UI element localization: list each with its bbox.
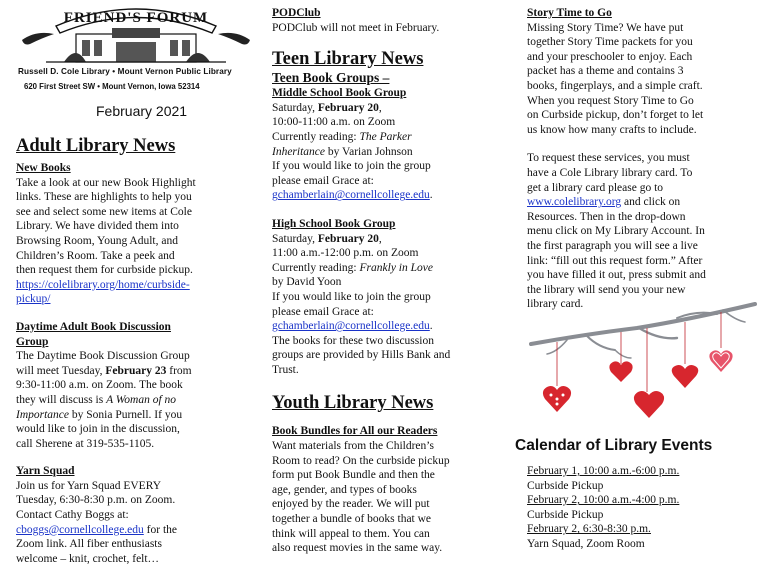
yarn-line: cboggs@cornellcollege.edu for the	[16, 523, 177, 536]
new-books-line: then request them for curbside pickup.	[16, 264, 193, 277]
event-name: Yarn Squad, Zoom Room	[527, 537, 645, 550]
request-line: you have filled it out, press submit and	[527, 269, 706, 282]
daytime-line: they will discuss is A Woman of no	[16, 393, 177, 406]
teen-groups-title: Teen Book Groups –	[272, 70, 390, 86]
yarn-line: Join us for Yarn Squad EVERY	[16, 479, 162, 492]
bundles-line: Want materials from the Children’s	[272, 440, 434, 453]
issue-date: February 2021	[96, 103, 188, 119]
high-line: by David Yoon	[272, 276, 342, 289]
story-line: and your preschooler to enjoy. Each	[527, 50, 693, 63]
request-line: menu click on My Library Account. In	[527, 225, 705, 238]
request-line: the first paragraph you will see a live	[527, 239, 698, 252]
story-line: us know how many crafts to include.	[527, 123, 697, 136]
new-books-line: Library. We have divided them into	[16, 220, 179, 233]
yarn-line: Contact Cathy Boggs at:	[16, 509, 129, 522]
curbside-link-cont[interactable]: pickup/	[16, 293, 51, 306]
story-line: When you request Story Time to Go	[527, 94, 694, 107]
section-title-teen: Teen Library News	[272, 49, 424, 70]
yarn-line: welcome – knit, crochet, felt…	[16, 552, 160, 565]
request-line: get a library card please go to	[527, 181, 664, 194]
story-line: together Story Time packets for you	[527, 36, 693, 49]
request-line: Resources. Then in the drop-down	[527, 210, 686, 223]
story-line: Missing Story Time? We have put	[527, 21, 684, 34]
request-line: link: “fill out this request form.” After	[527, 254, 703, 267]
request-line: the library will send you your new	[527, 283, 686, 296]
new-books-heading: New Books	[16, 162, 71, 174]
high-line: 11:00 a.m.-12:00 p.m. on Zoom	[272, 247, 419, 260]
yarn-heading: Yarn Squad	[16, 465, 75, 478]
high-line: If you would like to join the group	[272, 290, 431, 303]
daytime-heading-2: Group	[16, 335, 49, 348]
new-books-line: Children’s Room. Take a peek and	[16, 249, 175, 262]
daytime-line: call Sherene at 319-535-1105.	[16, 437, 155, 450]
svg-text:FRIEND'S FORUM: FRIEND'S FORUM	[63, 10, 209, 26]
event-date: February 1, 10:00 a.m.-6:00 p.m.	[527, 465, 680, 477]
section-title-adult: Adult Library News	[16, 136, 176, 156]
section-title-youth: Youth Library News	[272, 393, 434, 414]
request-line: library card.	[527, 298, 584, 311]
bundles-heading: Book Bundles for All our Readers	[272, 425, 438, 438]
newsletter-logo	[16, 0, 256, 92]
high-school-heading: High School Book Group	[272, 217, 396, 230]
colelibrary-link[interactable]: www.colelibrary.org	[527, 196, 622, 209]
story-line: packet has a theme and contains 3	[527, 65, 684, 78]
request-line: have a Cole Library library card. To	[527, 166, 693, 179]
yarn-line: Zoom link. All fiber enthusiasts	[16, 538, 162, 551]
cboggs-email-link[interactable]: cboggs@cornellcollege.edu	[16, 523, 144, 536]
grace-email-link-high[interactable]: gchamberlain@cornellcollege.edu	[272, 320, 430, 333]
new-books-line: see and select some new items at Cole	[16, 205, 192, 218]
bundles-line: form put Book Bundle and then the	[272, 469, 435, 482]
library-building-logo	[16, 0, 256, 66]
high-line: please email Grace at:	[272, 305, 374, 318]
daytime-line: The Daytime Book Discussion Group	[16, 350, 190, 363]
event-date: February 2, 10:00 a.m.-4:00 p.m.	[527, 494, 680, 507]
address-line: 620 First Street SW • Mount Vernon, Iowa 52314	[24, 82, 200, 91]
story-line: books, fingerplays, and a simple craft.	[527, 79, 703, 92]
valentine-hearts-branch-illustration	[527, 300, 761, 422]
bundles-line: Room to read? On the curbside pickup	[272, 454, 450, 467]
middle-line: please email Grace at:	[272, 174, 374, 187]
yarn-line: Tuesday, 6:30-8:30 p.m. on Zoom.	[16, 494, 176, 507]
grace-email-link-middle[interactable]: gchamberlain@cornellcollege.edu	[272, 189, 430, 202]
high-line: groups are provided by Hills Bank and	[272, 349, 451, 362]
library-line: Russell D. Cole Library • Mount Vernon Public Library	[18, 67, 232, 76]
high-line: The books for these two discussion	[272, 334, 434, 347]
daytime-line: Importance by Sonia Purnell. If you	[16, 408, 183, 421]
adult-section	[16, 136, 252, 566]
story-line: on Curbside pickup, don’t forget to let	[527, 109, 704, 122]
daytime-line: will meet Tuesday, February 23 from	[16, 364, 192, 377]
bundles-line: age, gender, and types of books	[272, 483, 417, 496]
daytime-line: 9:30-11:00 a.m. on Zoom. The book	[16, 379, 183, 392]
calendar-section	[515, 437, 761, 552]
new-books-line: Browsing Room, Young Adult, and	[16, 234, 178, 247]
daytime-heading-1: Daytime Adult Book Discussion	[16, 320, 171, 333]
middle-school-heading: Middle School Book Group	[272, 87, 407, 100]
middle-line: 10:00-11:00 a.m. on Zoom	[272, 116, 396, 129]
bundles-line: together a bundle of books that we	[272, 513, 432, 526]
event-name: Curbside Pickup	[527, 508, 604, 521]
podclub-heading: PODClub	[272, 7, 321, 19]
request-line: To request these services, you must	[527, 152, 690, 165]
event-date: February 2, 6:30-8:30 p.m.	[527, 523, 651, 536]
high-line: Trust.	[272, 363, 299, 376]
new-books-line: Take a look at our new Book Highlight	[16, 176, 196, 189]
new-books-line: links. These are highlights to help you	[16, 191, 192, 204]
middle-line: If you would like to join the group	[272, 160, 431, 173]
bundles-line: also request movies in the same way.	[272, 542, 443, 555]
story-time-heading: Story Time to Go	[527, 7, 612, 19]
curbside-link[interactable]: https://colelibrary.org/home/curbside-	[16, 278, 190, 291]
calendar-title: Calendar of Library Events	[515, 437, 713, 454]
bundles-line: think will appeal to them. You can	[272, 527, 430, 540]
podclub-text: PODClub will not meet in February.	[272, 21, 440, 34]
daytime-line: would like to join in the discussion,	[16, 423, 180, 436]
bundles-line: enjoyed by the reader. We will put	[272, 498, 430, 511]
event-name: Curbside Pickup	[527, 479, 604, 492]
